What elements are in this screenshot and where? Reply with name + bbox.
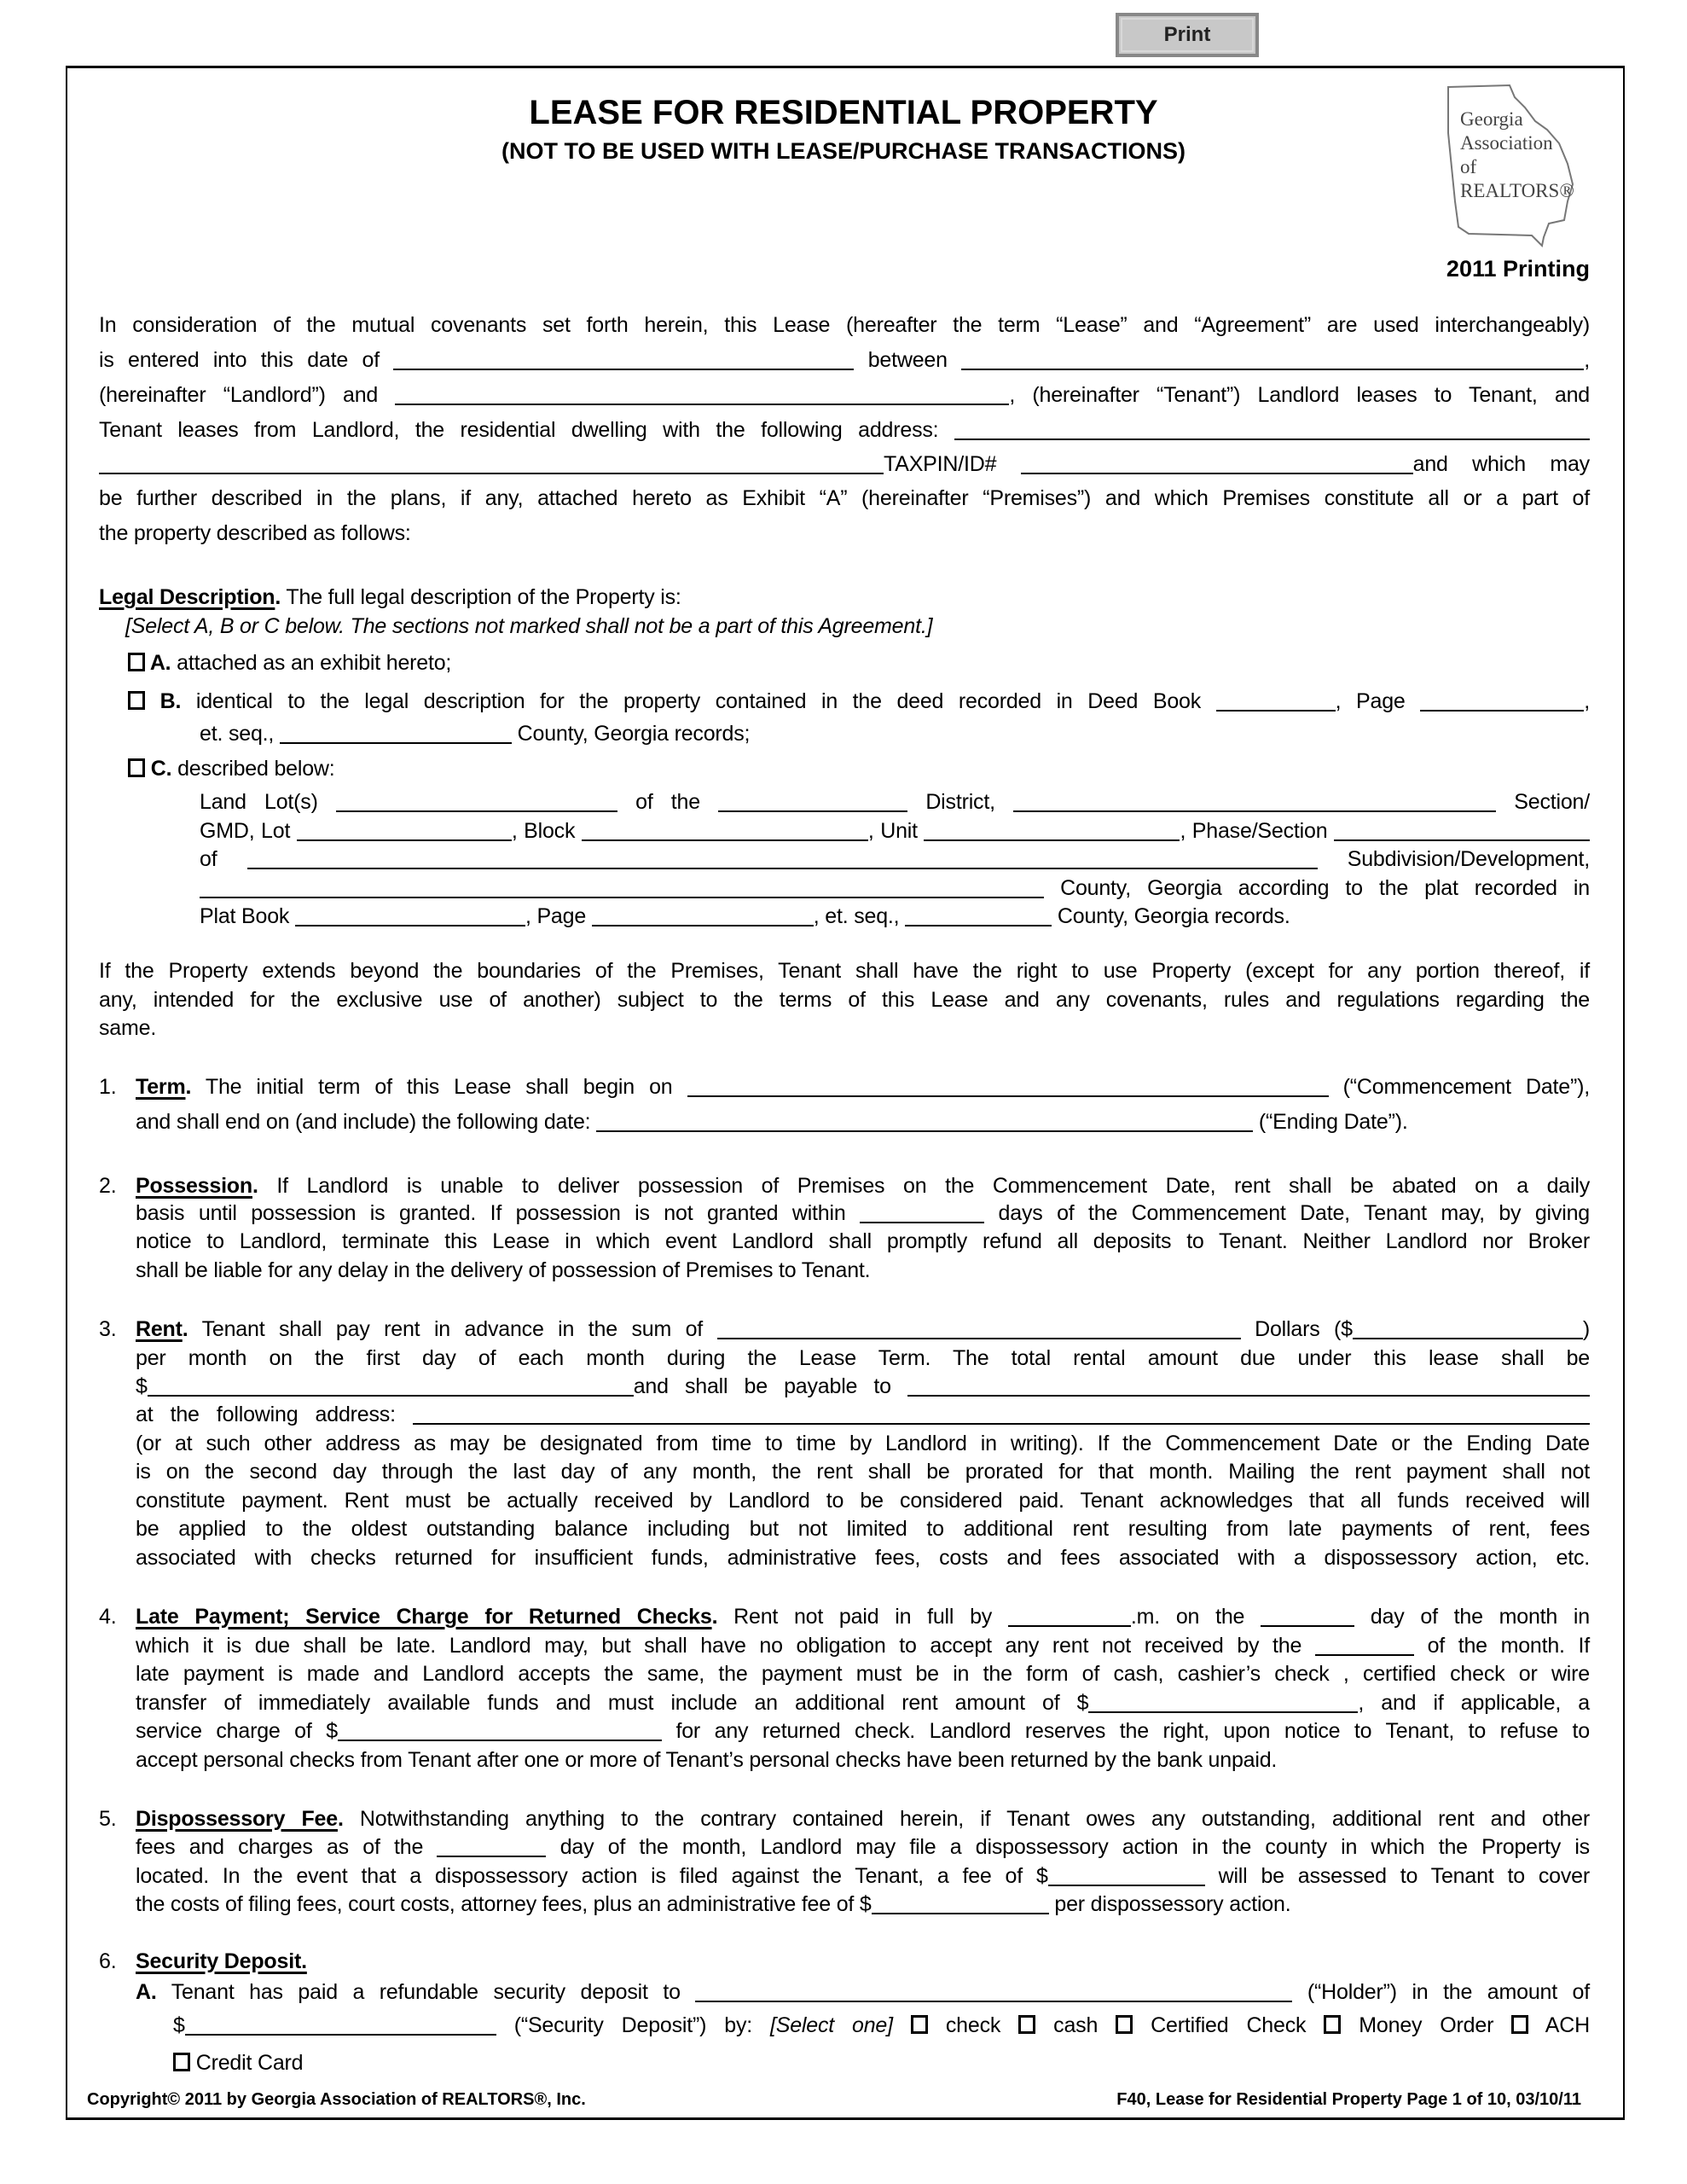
text-line <box>136 1745 1590 1774</box>
text-line <box>128 648 1590 677</box>
text-line <box>136 1543 1590 1572</box>
section-heading: Rent <box>136 1317 183 1341</box>
text-line <box>136 1978 1590 2007</box>
dispossessory-fee-field[interactable] <box>1048 1864 1205 1886</box>
text-segment <box>893 2013 911 2037</box>
text-segment: described below: <box>171 757 335 781</box>
section-number: 5. <box>99 1807 117 1831</box>
text-segment: County, Georgia records. <box>1052 904 1290 928</box>
lot-field[interactable] <box>297 819 512 841</box>
bold-text: B. <box>145 689 182 713</box>
text-segment: Subdivision/Development, <box>1317 847 1591 871</box>
phase-section-field[interactable] <box>1334 819 1590 841</box>
section-number: 6. <box>99 1949 117 1973</box>
pay-check-checkbox[interactable] <box>911 2015 928 2034</box>
plat-et-seq-field[interactable] <box>905 904 1052 926</box>
text-line <box>136 1833 1590 1862</box>
district-field[interactable] <box>1013 790 1496 812</box>
text-segment: is on the second day through the last day of any month, the rent shall be prorated for that month. Mailing the rent payment shall not <box>136 1460 1590 1484</box>
page-title: LEASE FOR RESIDENTIAL PROPERTY <box>529 94 1158 131</box>
text-line <box>136 1862 1590 1891</box>
text-segment: ACH <box>1528 2013 1590 2037</box>
section-heading: Late Payment; Service Charge for Returned Checks <box>136 1605 712 1629</box>
text-segment: $ <box>173 2013 185 2037</box>
text-segment: constitute payment. Rent must be actually received by Landlord to be considered paid. Tenant acknowledges that all funds received will <box>136 1489 1590 1513</box>
text-segment: District, <box>907 790 1014 814</box>
text-segment: (or at such other address as may be designated from time to time by Landlord in writing). If the Commencement Date or the Ending Date <box>136 1432 1590 1455</box>
text-line <box>99 1804 1590 1833</box>
text-line <box>136 1256 1590 1285</box>
text-segment: Certified Check <box>1133 2013 1325 2037</box>
text-line <box>128 754 1590 783</box>
text-segment: ) <box>1582 1317 1591 1341</box>
text-line <box>99 519 1590 548</box>
bold-text: C. <box>145 757 172 781</box>
text-line <box>136 1344 1590 1373</box>
of-the-field[interactable] <box>718 790 907 812</box>
address-field[interactable] <box>954 418 1590 440</box>
text-line <box>136 1716 1590 1745</box>
text-line <box>136 1457 1590 1486</box>
legal-a-checkbox[interactable] <box>128 653 145 671</box>
text-segment: is entered into this date of <box>99 348 394 372</box>
text-segment: Credit Card <box>190 2051 304 2075</box>
legal-c-checkbox[interactable] <box>128 758 145 777</box>
tenant-field[interactable] <box>395 383 1009 405</box>
text-segment: of <box>200 847 247 871</box>
text-segment: days of the Commencement Date, Tenant may, by giving <box>984 1201 1590 1225</box>
taxpin-field[interactable] <box>1021 452 1413 474</box>
text-line <box>99 1171 1590 1200</box>
section-number: 1. <box>99 1075 117 1099</box>
page-subtitle: (NOT TO BE USED WITH LEASE/PURCHASE TRANSACTIONS) <box>501 138 1186 164</box>
bold-text: A. <box>136 1980 157 2004</box>
text-segment: check <box>927 2013 1019 2037</box>
section-heading: Dispossessory Fee <box>136 1807 338 1831</box>
plat-page-field[interactable] <box>592 904 814 926</box>
text-segment: The initial term of this Lease shall begin on <box>191 1075 687 1099</box>
text-line <box>136 1227 1590 1256</box>
text-line <box>125 612 1590 641</box>
text-segment: , and if applicable, a <box>1358 1691 1590 1715</box>
text-line <box>99 484 1590 513</box>
text-segment: will be assessed to Tenant to cover <box>1204 1864 1590 1888</box>
text-segment: the property described as follows: <box>99 521 411 545</box>
text-line <box>99 1072 1590 1101</box>
printing-year: 2011 Printing <box>1446 256 1590 282</box>
text-line <box>99 1602 1590 1631</box>
text-segment: between <box>854 348 962 372</box>
text-segment: basis until possession is granted. If possession is not granted within <box>136 1201 861 1225</box>
text-segment: transfer of immediately available funds and must include an additional rent amount of $ <box>136 1691 1089 1715</box>
text-segment: TAXPIN/ID# <box>884 452 1021 476</box>
rent-amount-field[interactable] <box>1353 1317 1583 1339</box>
text-segment: (“Security Deposit”) by: <box>496 2013 770 2037</box>
text-segment: Tenant has paid a refundable security deposit to <box>156 1980 696 2004</box>
text-segment: (hereinafter “Landlord”) and <box>99 383 396 407</box>
text-line <box>99 346 1590 375</box>
text-line <box>136 1890 1590 1919</box>
text-segment: fees and charges as of the <box>136 1835 438 1859</box>
text-line <box>136 1372 1590 1401</box>
text-segment: Money Order <box>1341 2013 1512 2037</box>
late-fee-field[interactable] <box>1088 1691 1358 1713</box>
pay-credit-card-checkbox[interactable] <box>173 2053 190 2071</box>
section-number: 2. <box>99 1174 117 1198</box>
pay-certified-checkbox[interactable] <box>1116 2015 1133 2034</box>
section-heading: Security Deposit. <box>136 1949 307 1973</box>
text-line <box>200 902 1590 931</box>
text-line <box>136 1486 1590 1515</box>
text-segment: , Page <box>525 904 592 928</box>
bold-text: . <box>275 585 281 609</box>
payment-address-field[interactable] <box>413 1403 1590 1425</box>
text-segment: (“Commencement Date”), <box>1328 1075 1591 1099</box>
section-heading: Possession <box>136 1174 252 1198</box>
text-segment: Notwithstanding anything to the contrary contained herein, if Tenant owes any outstanding, additional rent and other <box>343 1807 1590 1831</box>
admin-fee-field[interactable] <box>872 1892 1049 1914</box>
address-line-2-field[interactable] <box>99 452 884 474</box>
pay-cash-checkbox[interactable] <box>1018 2015 1035 2034</box>
text-line <box>136 1659 1590 1688</box>
text-segment: , Page <box>1335 689 1421 713</box>
text-line <box>136 1199 1590 1228</box>
bold-text: . <box>182 1317 188 1341</box>
text-line <box>99 1014 1590 1043</box>
plat-book-field[interactable] <box>295 904 525 926</box>
text-line <box>136 1631 1590 1660</box>
text-segment: same. <box>99 1016 157 1040</box>
returned-check-fee-field[interactable] <box>338 1719 662 1741</box>
text-line <box>136 1429 1590 1458</box>
text-segment: GMD, Lot <box>200 819 297 843</box>
section-number: 3. <box>99 1317 117 1341</box>
subdivision-field[interactable] <box>247 847 1318 869</box>
text-segment: of the <box>617 790 719 814</box>
text-segment: shall be liable for any delay in the delivery of possession of Premises to Tenant. <box>136 1258 871 1282</box>
text-line <box>136 1514 1590 1543</box>
text-line <box>99 1315 1590 1344</box>
text-segment: (“Holder”) in the amount of <box>1292 1980 1590 2004</box>
late-time-field[interactable] <box>1008 1605 1131 1627</box>
text-line <box>173 2011 1590 2040</box>
text-segment: any, intended for the exclusive use of another) subject to the terms of this Lease and any covenants, rules and regulations regarding the <box>99 988 1590 1012</box>
text-segment: accept personal checks from Tenant after one or more of Tenant’s personal checks have been returned by the bank unpaid. <box>136 1748 1278 1772</box>
text-line <box>128 687 1590 716</box>
text-segment: , Unit <box>867 819 925 843</box>
section-number: 4. <box>99 1605 117 1629</box>
text-segment: attached as an exhibit hereto; <box>171 651 452 675</box>
text-segment: for any returned check. Landlord reserves the right, upon notice to Tenant, to refuse to <box>661 1719 1590 1743</box>
text-line <box>99 415 1590 444</box>
text-segment: County, Georgia records; <box>511 722 751 746</box>
text-segment: be further described in the plans, if any, attached hereto as Exhibit “A” (hereinafter “Premises”) and which Premises constitute all or a part of <box>99 486 1590 510</box>
text-segment: , <box>1584 689 1590 713</box>
print-button[interactable]: Print <box>1116 13 1259 57</box>
text-segment: day of the month in <box>1354 1605 1590 1629</box>
text-segment: notice to Landlord, terminate this Lease in which event Landlord shall promptly refund all deposits to Tenant. Neither Landlord nor Broker <box>136 1229 1590 1253</box>
text-line <box>99 956 1590 985</box>
text-segment: If the Property extends beyond the boundaries of the Premises, Tenant shall have the right to use Property (except for any portion thereof, if <box>99 959 1590 983</box>
text-line <box>99 985 1590 1014</box>
text-segment: .m. on the <box>1130 1605 1261 1629</box>
accept-day-field[interactable] <box>1315 1634 1414 1656</box>
bold-text: A. <box>145 651 171 675</box>
text-line <box>200 719 1590 748</box>
bold-text: . <box>711 1605 718 1629</box>
instruction-text: [Select A, B or C below. The sections not marked shall not be a part of this Agreement.] <box>125 614 933 638</box>
land-lot-field[interactable] <box>336 790 617 812</box>
pay-ach-checkbox[interactable] <box>1511 2015 1528 2034</box>
text-segment: of the month. If <box>1413 1634 1590 1658</box>
georgia-realtors-logo <box>1440 82 1593 247</box>
text-segment: associated with checks returned for insufficient funds, administrative fees, costs and fees associated with a dispossessory action, etc. <box>136 1546 1590 1570</box>
text-segment: and shall be payable to <box>633 1374 907 1398</box>
text-line <box>200 874 1590 903</box>
deed-book-field[interactable] <box>1216 689 1336 712</box>
text-segment: at the following address: <box>136 1403 413 1426</box>
payable-to-field[interactable] <box>907 1374 1590 1397</box>
commencement-date-field[interactable] <box>687 1075 1329 1097</box>
text-line <box>99 583 1590 612</box>
logo-text-line: of REALTORS® <box>1460 156 1574 201</box>
plat-county-field[interactable] <box>200 876 1044 898</box>
text-segment: identical to the legal description for the property contained in the deed recorded in Deed Book <box>181 689 1216 713</box>
text-segment: County, Georgia according to the plat recorded in <box>1044 876 1590 900</box>
text-segment: located. In the event that a dispossessory action is filed against the Tenant, a fee of $ <box>136 1864 1048 1888</box>
text-line <box>173 2048 1590 2077</box>
text-segment: and which may <box>1412 452 1590 476</box>
text-segment: Section/ <box>1496 790 1590 814</box>
text-segment: , <box>1584 348 1590 372</box>
text-segment: day of the month, Landlord may file a dispossessory action in the county in which the Property is <box>546 1835 1590 1859</box>
holder-field[interactable] <box>695 1980 1292 2002</box>
legal-b-checkbox[interactable] <box>128 691 145 710</box>
instruction-text: [Select one] <box>770 2013 893 2037</box>
text-segment: Rent not paid in full by <box>717 1605 1008 1629</box>
ending-date-field[interactable] <box>596 1110 1253 1132</box>
text-segment: be applied to the oldest outstanding balance including but not limited to additional rent resulting from late payments of rent, fees <box>136 1517 1590 1541</box>
text-line <box>136 1688 1590 1717</box>
text-segment: Dollars ($ <box>1240 1317 1353 1341</box>
text-segment: late payment is made and Landlord accepts the same, the payment must be in the form of cash, cashier’s check , certified check or wire <box>136 1662 1590 1686</box>
text-segment: the costs of filing fees, court costs, attorney fees, plus an administrative fee of $ <box>136 1892 872 1916</box>
security-deposit-field[interactable] <box>185 2013 496 2036</box>
text-segment: , (hereinafter “Tenant”) Landlord leases to Tenant, and <box>1009 383 1590 407</box>
text-segment: , et. seq., <box>813 904 906 928</box>
text-segment: , Phase/Section <box>1180 819 1335 843</box>
pay-money-order-checkbox[interactable] <box>1324 2015 1341 2034</box>
bold-text: . <box>185 1075 192 1099</box>
text-segment: Tenant leases from Landlord, the residential dwelling with the following address: <box>99 418 954 442</box>
text-segment: The full legal description of the Property is: <box>281 585 681 609</box>
text-segment: Land Lot(s) <box>200 790 336 814</box>
deed-county-field[interactable] <box>280 722 512 744</box>
text-line <box>200 845 1590 874</box>
section-heading: Legal Description <box>99 585 275 609</box>
text-line <box>99 380 1590 410</box>
bold-text: . <box>337 1807 344 1831</box>
logo-text-line: Association <box>1460 132 1553 154</box>
text-segment: $ <box>136 1374 148 1398</box>
text-line <box>99 1947 1590 1976</box>
section-heading: Term <box>136 1075 186 1099</box>
text-segment: cash <box>1035 2013 1116 2037</box>
lease-date-field[interactable] <box>393 348 854 370</box>
text-segment: If Landlord is unable to deliver possession of Premises on the Commencement Date, rent shall be abated on a daily <box>258 1174 1590 1198</box>
text-segment: (“Ending Date”). <box>1253 1110 1408 1134</box>
text-line <box>136 1107 1590 1136</box>
text-segment: Plat Book <box>200 904 295 928</box>
text-segment: per month on the first day of each month during the Lease Term. The total rental amount due under this lease shall be <box>136 1346 1590 1370</box>
text-segment: which it is due shall be late. Landlord may, but shall have no obligation to accept any rent not received by the <box>136 1634 1315 1658</box>
text-segment: service charge of $ <box>136 1719 338 1743</box>
late-day-field[interactable] <box>1261 1605 1354 1627</box>
text-line <box>99 311 1590 340</box>
text-segment: et. seq., <box>200 722 280 746</box>
text-line <box>136 1400 1590 1429</box>
text-line <box>200 816 1590 845</box>
text-segment: Tenant shall pay rent in advance in the sum of <box>188 1317 717 1341</box>
logo-text-line: Georgia <box>1460 108 1523 130</box>
block-field[interactable] <box>582 819 868 841</box>
copyright-notice: Copyright© 2011 by Georgia Association of REALTORS®, Inc. <box>87 2090 586 2109</box>
total-rent-field[interactable] <box>148 1374 634 1397</box>
dispossessory-day-field[interactable] <box>437 1835 546 1857</box>
unit-field[interactable] <box>924 819 1180 841</box>
bold-text: . <box>252 1174 258 1198</box>
deed-page-field[interactable] <box>1420 689 1584 712</box>
text-line <box>200 787 1590 816</box>
text-segment: , Block <box>511 819 582 843</box>
form-identifier: F40, Lease for Residential Property Page 1 of 10, 03/10/11 <box>1116 2090 1581 2109</box>
text-line <box>99 450 1590 479</box>
text-segment: and shall end on (and include) the following date: <box>136 1110 597 1134</box>
rent-words-field[interactable] <box>717 1317 1241 1339</box>
text-segment: per dispossessory action. <box>1048 1892 1291 1916</box>
text-segment: In consideration of the mutual covenants set forth herein, this Lease (hereafter the term “Lease” and “Agreement” are used interchangeably) <box>99 313 1590 337</box>
possession-days-field[interactable] <box>860 1201 984 1223</box>
landlord-field[interactable] <box>961 348 1584 370</box>
